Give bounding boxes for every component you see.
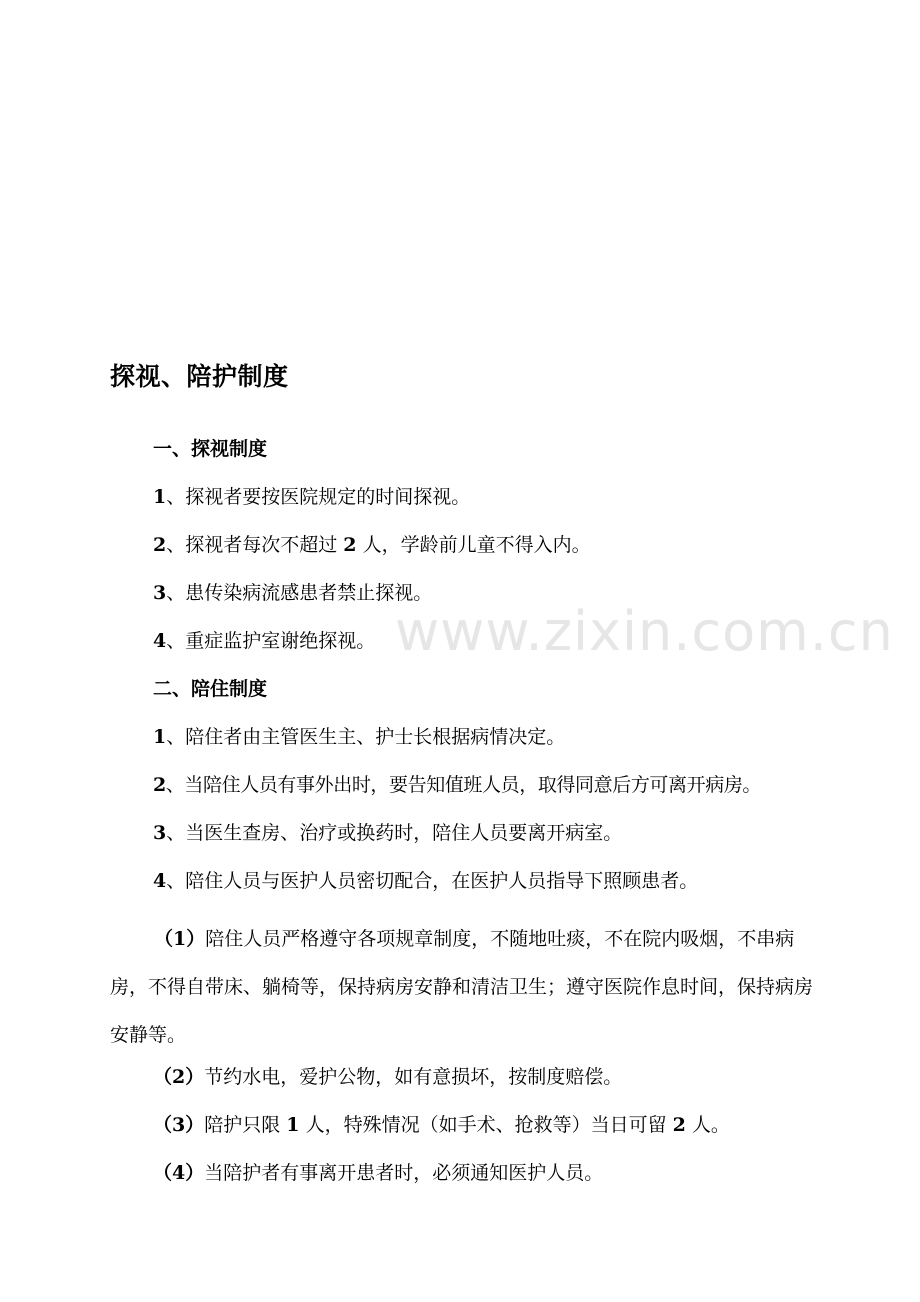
escort-subrule-1 [110,915,816,1059]
rule-number: 1 [153,486,167,508]
subrule-text: 当陪护者有事离开患者时，必须通知医护人员。 [204,1162,604,1184]
rule-text: 、探视者要按医院规定的时间探视。 [166,486,471,508]
escort-rule-4 [153,868,698,894]
visit-rule-4 [153,628,375,654]
section-heading-visit: 一、探视制度 [153,438,268,460]
subrule-text: 节约水电，爱护公物，如有意损坏，按制度赔偿。 [204,1066,623,1088]
visit-rule-1 [153,484,470,510]
escort-rule-1 [153,724,565,750]
inline-number: 2 [672,1114,686,1136]
subrule-number: （3） [153,1114,205,1136]
escort-subrule-2 [153,1064,622,1090]
escort-rule-2 [153,772,761,798]
subrule-number: （1） [154,928,206,950]
escort-subrule-4 [153,1160,603,1186]
escort-subrule-3 [153,1112,730,1138]
subrule-number: （2） [153,1066,205,1088]
inline-number: 2 [343,534,357,556]
escort-rule-3 [153,820,622,846]
inline-number: 1 [286,1114,300,1136]
visit-rule-2 [153,532,591,558]
rule-number: 4 [153,870,167,892]
rule-text: 、陪住人员与医护人员密切配合，在医护人员指导下照顾患者。 [166,870,699,892]
rule-number: 4 [153,630,167,652]
subrule-text: 人，特殊情况（如手术、抢救等）当日可留 [305,1114,667,1136]
rule-text: 、当陪住人员有事外出时，要告知值班人员，取得同意后方可离开病房。 [165,774,762,796]
visit-rule-3 [153,580,432,606]
watermark: www.zixin.com.cn [395,600,894,663]
subrule-text: 人。 [691,1114,730,1136]
subrule-text: 陪护只限 [204,1114,281,1136]
rule-text: 、患传染病流感患者禁止探视。 [166,582,433,604]
rule-text: 、陪住者由主管医生主、护士长根据病情决定。 [166,726,566,748]
subrule-text: 陪住人员严格遵守各项规章制度，不随地吐痰，不在院内吸烟，不串病房，不得自带床、躺椅等，保持病房安静和清洁卫生；遵守医院作息时间，保持病房安静等。 [110,928,814,1046]
rule-text: 、当医生查房、治疗或换药时，陪住人员要离开病室。 [166,822,623,844]
rule-text: 、探视者每次不超过 [166,534,338,556]
subrule-number: （4） [153,1162,205,1184]
document-title: 探视、陪护制度 [110,362,289,391]
rule-number: 1 [153,726,167,748]
rule-text: 、重症监护室谢绝探视。 [166,630,376,652]
rule-number: 3 [153,822,167,844]
rule-text: 人，学龄前儿童不得入内。 [362,534,591,556]
rule-number: 2 [153,534,167,556]
section-heading-escort: 二、陪住制度 [153,678,268,700]
rule-number: 2 [153,774,166,796]
rule-number: 3 [153,582,167,604]
